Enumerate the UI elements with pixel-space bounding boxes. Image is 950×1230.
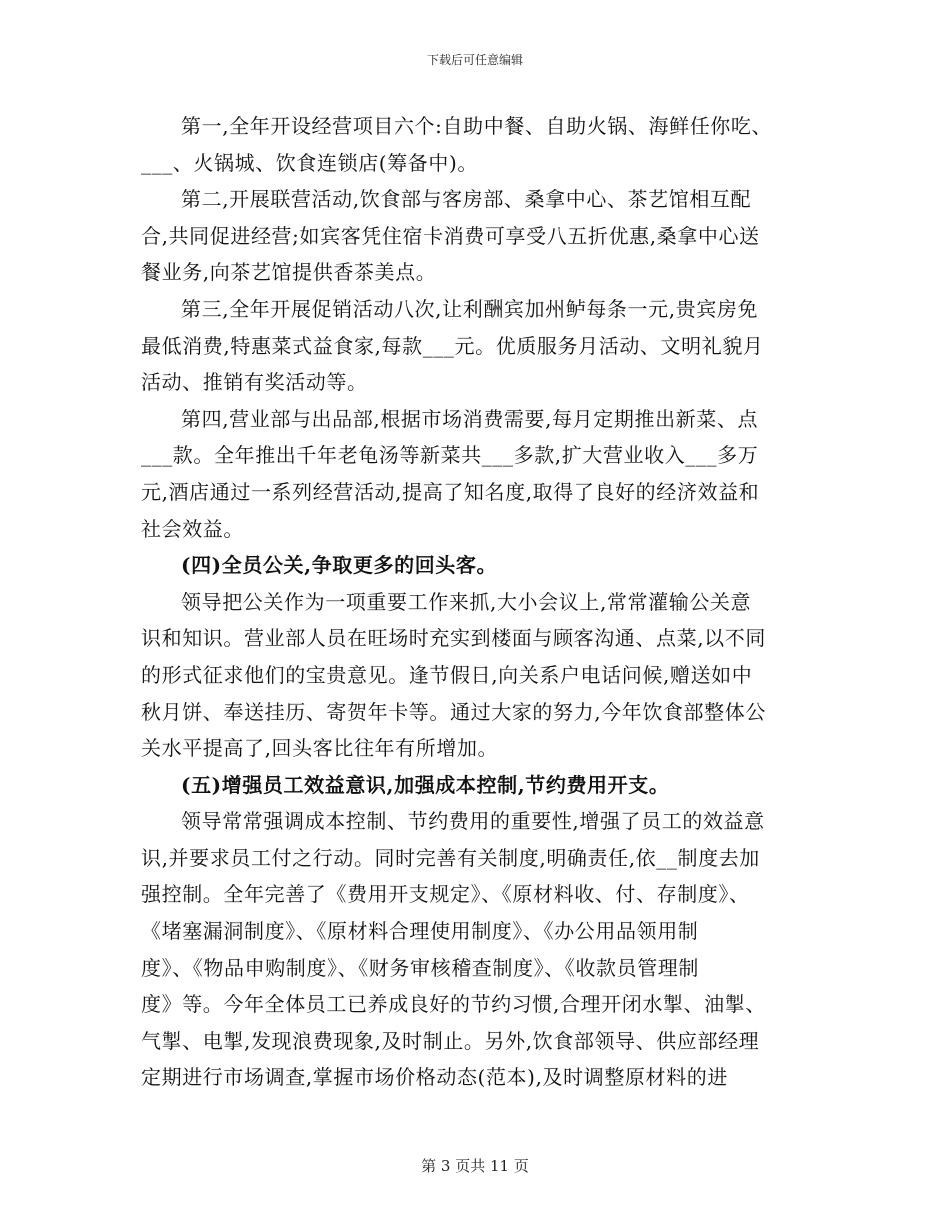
text-line: (五)增强员工效益意识,加强成本控制,节约费用开支。 xyxy=(181,772,670,797)
body-paragraph xyxy=(141,803,811,1096)
text-line: 合,共同促进经营;如宾客凭住宿卡消费可享受八五折优惠,桑拿中心送 xyxy=(141,223,760,248)
text-line: ___、火锅城、饮食连锁店(筹备中)。 xyxy=(141,150,479,175)
section-heading xyxy=(141,767,811,804)
text-line: 第三,全年开展促销活动八次,让利酬宾加州鲈每条一元,贵宾房免 xyxy=(181,296,759,321)
text-line: 社会效益。 xyxy=(141,516,244,541)
text-line: 度》、《物品申购制度》、《财务审核稽查制度》、《收款员管理制 xyxy=(141,955,699,980)
text-line: 识,并要求员工付之行动。同时完善有关制度,明确责任,依__制度去加 xyxy=(141,845,760,870)
body-paragraph xyxy=(141,584,811,767)
text-line: 第二,开展联营活动,饮食部与客房部、桑拿中心、茶艺馆相互配 xyxy=(181,187,752,212)
text-line: 度》等。今年全体员工已养成良好的节约习惯,合理开闭水掣、油掣、 xyxy=(141,992,766,1017)
text-line: 秋月饼、奉送挂历、寄贺年卡等。通过大家的努力,今年饮食部整体公 xyxy=(141,699,766,724)
document-body xyxy=(141,108,811,1096)
text-line: 领导常常强调成本控制、节约费用的重要性,增强了员工的效益意 xyxy=(181,809,765,834)
text-line: 《堵塞漏洞制度》、《原材料合理使用制度》、《办公用品领用制 xyxy=(141,919,699,944)
text-line: ___款。全年推出千年老龟汤等新菜共___多款,扩大营业收入___多万 xyxy=(141,443,759,468)
body-paragraph xyxy=(141,108,811,181)
text-line: 强控制。全年完善了《费用开支规定》、《原材料收、付、存制度》、 xyxy=(141,882,750,907)
page-header: 下载后可任意编辑 xyxy=(426,53,523,67)
text-line: 定期进行市场调查,掌握市场价格动态(范本),及时调整原材料的进 xyxy=(141,1065,728,1090)
page-number: 第 3 页共 11 页 xyxy=(421,1157,529,1175)
text-line: 元,酒店通过一系列经营活动,提高了知名度,取得了良好的经济效益和 xyxy=(141,479,760,504)
section-heading xyxy=(141,547,811,584)
text-line: 气掣、电掣,发现浪费现象,及时制止。另外,饮食部领导、供应部经理 xyxy=(141,1028,760,1053)
text-line: 第一,全年开设经营项目六个:自助中餐、自助火锅、海鲜任你吃、 xyxy=(181,114,773,138)
text-line: (四)全员公关,争取更多的回头客。 xyxy=(181,553,498,578)
text-line: 最低消费,特惠菜式益食家,每款___元。优质服务月活动、文明礼貌月 xyxy=(141,333,764,358)
text-line: 的形式征求他们的宝贵意见。逢节假日,向关系户电话问候,赠送如中 xyxy=(141,662,753,687)
text-line: 领导把公关作为一项重要工作来抓,大小会议上,常常灌输公关意 xyxy=(181,589,752,614)
text-line: 第四,营业部与出品部,根据市场消费需要,每月定期推出新菜、点 xyxy=(181,406,759,431)
text-line: 识和知识。营业部人员在旺场时充实到楼面与顾客沟通、点菜,以不同 xyxy=(141,626,766,651)
text-line: 餐业务,向茶艺馆提供香茶美点。 xyxy=(141,260,437,285)
text-line: 关水平提高了,回头客比往年有所增加。 xyxy=(141,736,499,761)
body-paragraph xyxy=(141,401,811,547)
text-line: 活动、推销有奖活动等。 xyxy=(141,370,368,395)
body-paragraph xyxy=(141,291,811,401)
body-paragraph xyxy=(141,181,811,291)
